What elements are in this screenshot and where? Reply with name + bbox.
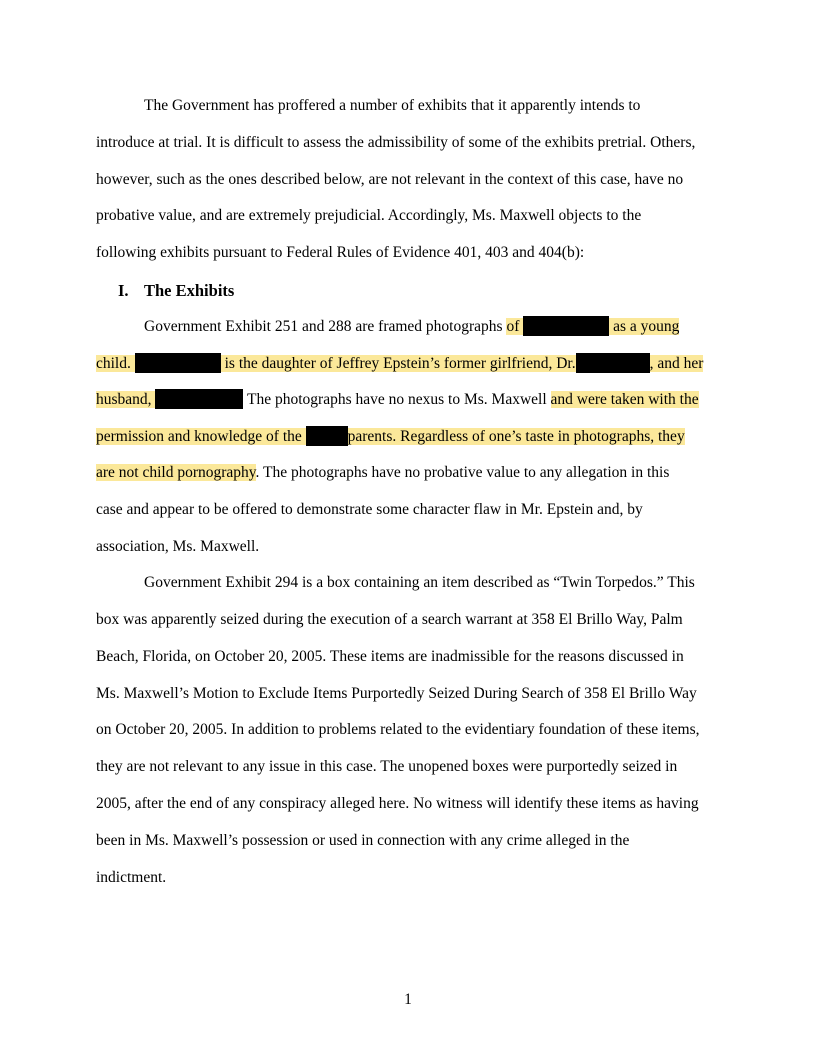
text-segment: The photographs have no nexus to Ms. Maxwell xyxy=(243,391,551,408)
paragraph-2-line-5 xyxy=(96,463,669,483)
paragraph-3-line-2: box was apparently seized during the execution of a search warrant at 358 El Brillo Way, Palm xyxy=(96,611,683,628)
redaction-block xyxy=(155,389,243,409)
highlighted-text: and were taken with the xyxy=(550,391,699,408)
paragraph-3-line-6: they are not relevant to any issue in this case. The unopened boxes were purportedly seized in xyxy=(96,758,678,775)
paragraph-2-line-1 xyxy=(144,316,679,337)
highlighted-text: of xyxy=(506,318,524,335)
paragraph-1-line-1: The Government has proffered a number of exhibits that it apparently intends to xyxy=(144,97,641,114)
page-number: 1 xyxy=(404,991,412,1008)
paragraph-3-line-4: Ms. Maxwell’s Motion to Exclude Items Purportedly Seized During Search of 358 El Brillo Way xyxy=(96,685,697,702)
paragraph-2-line-2 xyxy=(96,353,703,374)
redaction-block xyxy=(306,426,348,446)
redaction-block xyxy=(576,353,650,373)
paragraph-3-line-8: been in Ms. Maxwell’s possession or used in connection with any crime alleged in the xyxy=(96,832,630,849)
paragraph-3-line-7: 2005, after the end of any conspiracy alleged here. No witness will identify these items as having xyxy=(96,795,699,812)
paragraph-2-line-4 xyxy=(96,426,685,447)
paragraph-1-line-5: following exhibits pursuant to Federal Rules of Evidence 401, 403 and 404(b): xyxy=(96,244,585,261)
paragraph-3-line-9: indictment. xyxy=(96,869,167,886)
text-segment: Government Exhibit 251 and 288 are framed photographs xyxy=(144,318,507,335)
paragraph-2-line-3 xyxy=(96,389,699,410)
paragraph-1-line-2: introduce at trial. It is difficult to assess the admissibility of some of the exhibits pretrial. Others, xyxy=(96,134,696,151)
highlighted-text: , and her xyxy=(649,355,704,372)
redaction-block xyxy=(523,316,609,336)
section-number: I. xyxy=(118,281,129,300)
text-segment: . The photographs have no probative value to any allegation in this xyxy=(255,464,670,481)
paragraph-3-line-3: Beach, Florida, on October 20, 2005. These items are inadmissible for the reasons discussed in xyxy=(96,648,684,665)
highlighted-text: are not child pornography xyxy=(96,464,256,481)
paragraph-2-line-6: case and appear to be offered to demonstrate some character flaw in Mr. Epstein and, by xyxy=(96,501,643,518)
section-title: The Exhibits xyxy=(144,281,235,300)
paragraph-1-line-3: however, such as the ones described below, are not relevant in the context of this case, have no xyxy=(96,171,684,188)
highlighted-text: permission and knowledge of the xyxy=(96,428,306,445)
highlighted-text: child. xyxy=(96,355,135,372)
paragraph-2-line-7: association, Ms. Maxwell. xyxy=(96,538,260,555)
highlighted-text: husband, xyxy=(96,391,156,408)
highlighted-text: as a young xyxy=(609,318,680,335)
paragraph-3-line-5: on October 20, 2005. In addition to problems related to the evidentiary foundation of these items, xyxy=(96,721,700,738)
paragraph-1-line-4: probative value, and are extremely prejudicial. Accordingly, Ms. Maxwell objects to the xyxy=(96,207,642,224)
section-heading xyxy=(118,281,234,301)
highlighted-text: parents. Regardless of one’s taste in photographs, they xyxy=(347,428,685,445)
highlighted-text: is the daughter of Jeffrey Epstein’s former girlfriend, Dr. xyxy=(220,355,576,372)
redaction-block xyxy=(135,353,221,373)
paragraph-3-line-1: Government Exhibit 294 is a box containing an item described as “Twin Torpedos.” This xyxy=(144,574,695,591)
